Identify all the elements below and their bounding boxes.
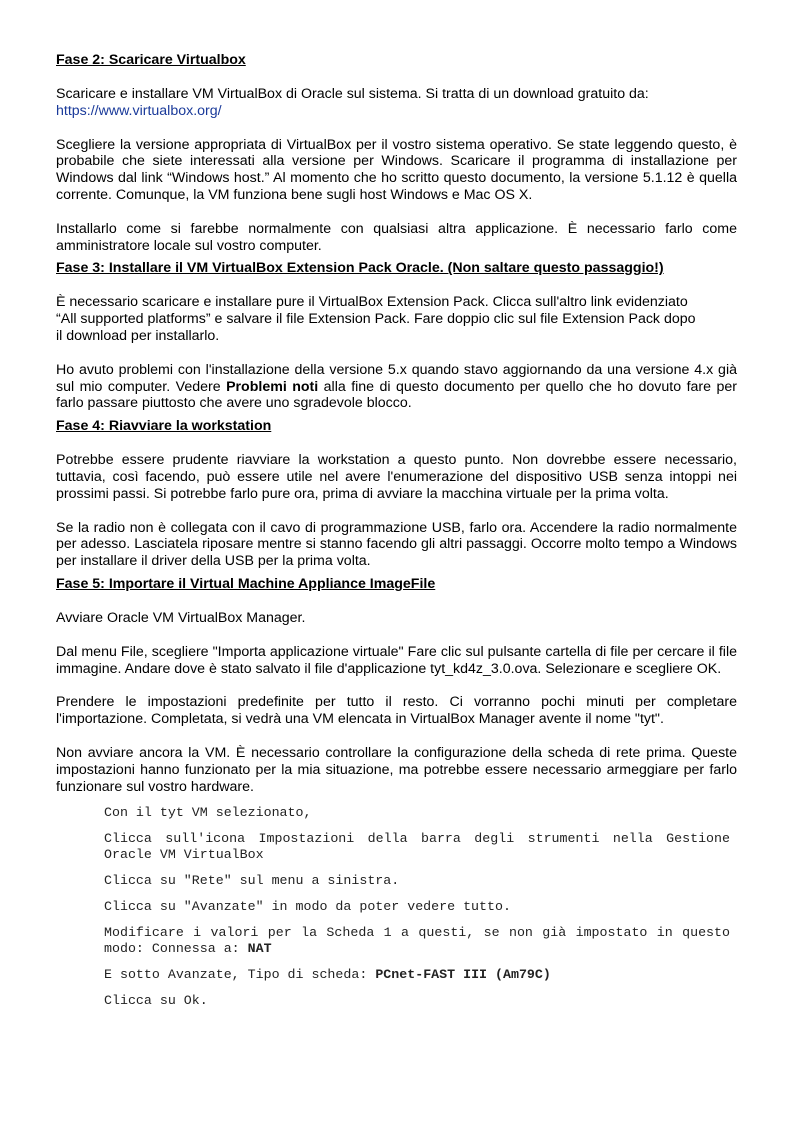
- code-steps: [104, 805, 730, 1009]
- problemi-noti-bold: Problemi noti: [226, 378, 319, 395]
- fase3-heading: Fase 3: Installare il VM VirtualBox Extension Pack Oracle. (Non saltare questo passaggio!): [56, 260, 664, 277]
- code-step-1: Con il tyt VM selezionato,: [104, 805, 312, 821]
- fase2-paragraph-2: Scegliere la versione appropriata di VirtualBox per il vostro sistema operativo. Se state leggendo questo, è probabile che siete interessati alla versione per Windows. Scaricare il programma di installazione per Windows dal link “Windows host.” Al momento che ho scritto questo documento, la versione 5.1.12 è quella corrente. Comunque, la VM funziona bene sugli host Windows e Mac OS X.: [56, 136, 737, 203]
- fase4-heading: Fase 4: Riavviare la workstation: [56, 418, 272, 435]
- virtualbox-link[interactable]: https://www.virtualbox.org/: [56, 102, 222, 119]
- fase2-paragraph-1: Scaricare e installare VM VirtualBox di Oracle sul sistema. Si tratta di un download gratuito da:: [56, 86, 649, 102]
- nat-bold: NAT: [247, 941, 272, 957]
- code-step-3: Clicca su "Rete" sul menu a sinistra.: [104, 873, 400, 889]
- code-step-7: Clicca su Ok.: [104, 993, 208, 1009]
- fase5-paragraph-4: Non avviare ancora la VM. È necessario controllare la configurazione della scheda di rete prima. Queste impostazioni hanno funzionato per la mia situazione, ma potrebbe essere necessario armeggiare per farlo funzionare sul vostro hardware.: [56, 744, 737, 795]
- code-step-2: Clicca sull'icona Impostazioni della barra degli strumenti nella Gestione Oracle VM VirtualBox: [104, 831, 730, 863]
- fase4-paragraph-1: Potrebbe essere prudente riavviare la workstation a questo punto. Non dovrebbe essere necessario, tuttavia, così facendo, può essere utile nel avere l'enumerazione del dispositivo USB senza intoppi nei prossimi passi. Si potrebbe farlo pure ora, prima di avviare la macchina virtuale per la prima volta.: [56, 452, 737, 502]
- fase3-paragraph-1: È necessario scaricare e installare pure il VirtualBox Extension Pack. Clicca sull'altro link evidenziato “All supported platforms” e salvare il file Extension Pack. Fare doppio clic sul file Extension Pack dopo il download per installarlo.: [56, 294, 696, 344]
- code-step-5: Modificare i valori per la Scheda 1 a questi, se non già impostato in questo modo: Connessa a: NAT: [104, 925, 730, 957]
- fase4-paragraph-2: Se la radio non è collegata con il cavo di programmazione USB, farlo ora. Accendere la radio normalmente per adesso. Lasciatela riposare mentre si stanno facendo gli altri passaggi. Occorre molto tempo a Windows per installare il driver della USB per la prima volta.: [56, 519, 737, 570]
- fase2-heading: Fase 2: Scaricare Virtualbox: [56, 52, 246, 68]
- fase3-paragraph-2: Ho avuto problemi con l'installazione della versione 5.x quando stavo aggiornando da una versione 4.x già sul mio computer. Vedere Problemi noti alla fine di questo documento per quello che ho dovuto fare per farlo passare piuttosto che avere uno sgradevole blocco.: [56, 361, 737, 412]
- fase5-paragraph-3: Prendere le impostazioni predefinite per tutto il resto. Ci vorranno pochi minuti per completare l'importazione. Completata, si vedrà una VM elencata in VirtualBox Manager avente il nome "tyt".: [56, 694, 737, 728]
- document-page: [56, 52, 737, 1009]
- fase5-paragraph-1: Avviare Oracle VM VirtualBox Manager.: [56, 609, 306, 626]
- fase2-paragraph-3: Installarlo come si farebbe normalmente con qualsiasi altra applicazione. È necessario farlo come amministratore locale sul vostro computer.: [56, 220, 737, 254]
- code-step-4: Clicca su "Avanzate" in modo da poter vedere tutto.: [104, 899, 511, 915]
- adapter-type-bold: PCnet-FAST III (Am79C): [375, 967, 551, 983]
- code-step-6: E sotto Avanzate, Tipo di scheda: PCnet-FAST III (Am79C): [104, 967, 551, 983]
- fase5-paragraph-2: Dal menu File, scegliere "Importa applicazione virtuale" Fare clic sul pulsante cartella di file per cercare il file immagine. Andare dove è stato salvato il file d'applicazione tyt_kd4z_3.0.ova. Selezionare e scegliere OK.: [56, 643, 737, 677]
- fase5-heading: Fase 5: Importare il Virtual Machine Appliance ImageFile: [56, 575, 436, 592]
